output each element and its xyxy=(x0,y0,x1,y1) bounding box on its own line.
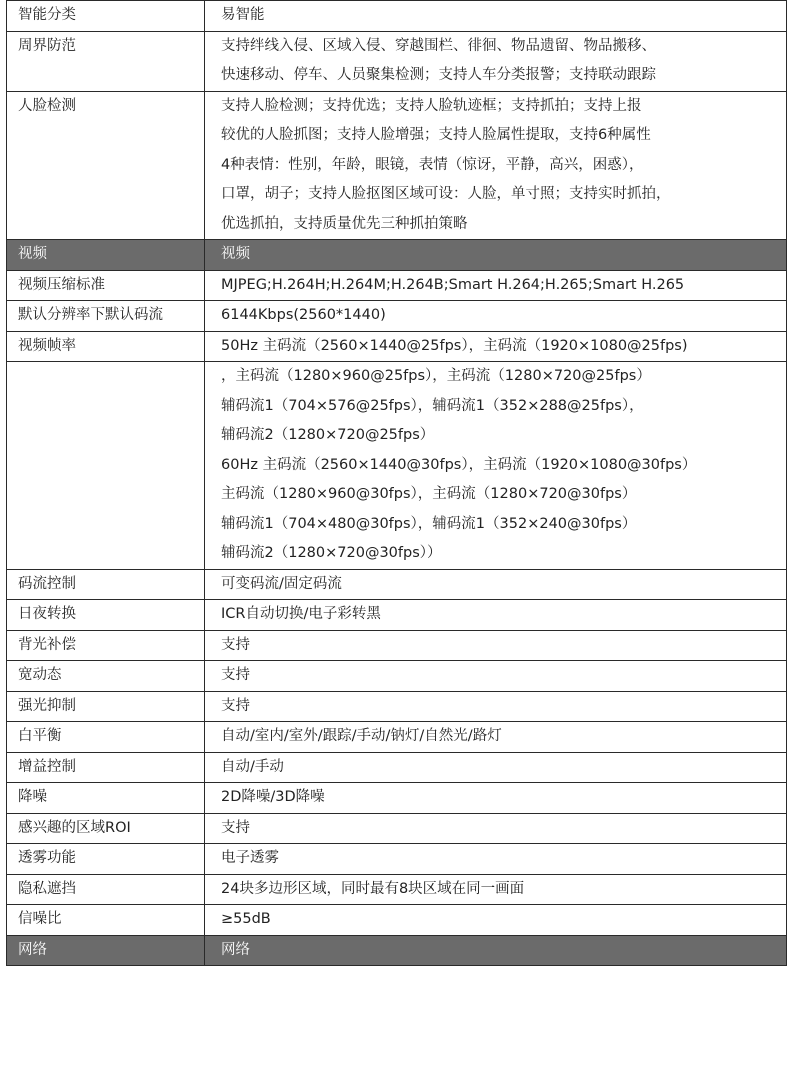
spec-key: 默认分辨率下默认码流 xyxy=(7,301,205,332)
spec-row xyxy=(7,783,787,814)
spec-value-line: 50Hz 主码流（2560×1440@25fps），主码流（1920×1080@25fps) xyxy=(221,337,688,354)
spec-value xyxy=(205,905,787,936)
spec-key: 码流控制 xyxy=(7,569,205,600)
spec-row xyxy=(7,31,787,91)
spec-key: 增益控制 xyxy=(7,752,205,783)
spec-value xyxy=(205,31,787,91)
spec-value-line: 自动/室内/室外/跟踪/手动/钠灯/自然光/路灯 xyxy=(221,728,502,744)
section-header-row xyxy=(7,240,787,271)
spec-value-line: 4种表情：性别，年龄，眼镜，表情（惊讶，平静，高兴，困惑）， xyxy=(221,156,644,173)
spec-key: 人脸检测 xyxy=(7,91,205,240)
spec-row xyxy=(7,874,787,905)
spec-value-line: 辅码流1（704×480@30fps），辅码流1（352×240@30fps） xyxy=(221,515,637,532)
spec-row xyxy=(7,362,787,570)
spec-value-line: 支持绊线入侵、区域入侵、穿越围栏、徘徊、物品遗留、物品搬移、 xyxy=(221,37,656,54)
spec-row xyxy=(7,600,787,631)
spec-key: 白平衡 xyxy=(7,722,205,753)
spec-value-line: ≥55dB xyxy=(221,911,271,927)
spec-key: 隐私遮挡 xyxy=(7,874,205,905)
spec-key: 周界防范 xyxy=(7,31,205,91)
spec-value xyxy=(205,1,787,32)
spec-key: 视频帧率 xyxy=(7,331,205,362)
spec-value xyxy=(205,362,787,570)
spec-row xyxy=(7,844,787,875)
section-header-row xyxy=(7,935,787,966)
spec-value xyxy=(205,813,787,844)
spec-value xyxy=(205,91,787,240)
spec-value-line: 支持人脸检测；支持优选；支持人脸轨迹框；支持抓拍；支持上报 xyxy=(221,97,642,114)
spec-value xyxy=(205,630,787,661)
spec-value xyxy=(205,691,787,722)
spec-value-line: 支持 xyxy=(221,667,250,683)
spec-value-line: ICR自动切换/电子彩转黑 xyxy=(221,606,381,622)
spec-row xyxy=(7,813,787,844)
spec-value-line: 60Hz 主码流（2560×1440@30fps），主码流（1920×1080@30fps） xyxy=(221,456,697,473)
spec-value-line: 视频 xyxy=(221,246,250,262)
spec-row xyxy=(7,569,787,600)
spec-row xyxy=(7,752,787,783)
section-title: 视频 xyxy=(7,240,205,271)
spec-value xyxy=(205,661,787,692)
spec-key: 背光补偿 xyxy=(7,630,205,661)
spec-key: 日夜转换 xyxy=(7,600,205,631)
spec-value-line: 支持 xyxy=(221,636,250,653)
section-value xyxy=(205,935,787,966)
spec-row xyxy=(7,1,787,32)
spec-row xyxy=(7,91,787,240)
spec-value xyxy=(205,722,787,753)
spec-value-line: 电子透雾 xyxy=(221,850,279,866)
spec-value-line: 可变码流/固定码流 xyxy=(221,575,342,592)
spec-row xyxy=(7,905,787,936)
spec-value-line: 自动/手动 xyxy=(221,758,284,775)
spec-value-line: 辅码流1（704×576@25fps），辅码流1（352×288@25fps）， xyxy=(221,397,644,414)
spec-value-line: 24块多边形区域，同时最有8块区域在同一画面 xyxy=(221,880,525,897)
spec-key: 宽动态 xyxy=(7,661,205,692)
spec-row xyxy=(7,270,787,301)
spec-key: 感兴趣的区域ROI xyxy=(7,813,205,844)
spec-value xyxy=(205,270,787,301)
spec-key: 视频压缩标准 xyxy=(7,270,205,301)
spec-value-line: 易智能 xyxy=(221,7,265,23)
spec-table xyxy=(6,0,787,966)
spec-key: 智能分类 xyxy=(7,1,205,32)
spec-value-line: 较优的人脸抓图；支持人脸增强；支持人脸属性提取，支持6种属性 xyxy=(221,127,651,143)
spec-key: 信噪比 xyxy=(7,905,205,936)
spec-value-line: 主码流（1280×960@30fps），主码流（1280×720@30fps） xyxy=(221,486,637,502)
spec-row xyxy=(7,661,787,692)
spec-value-line: 辅码流2（1280×720@25fps） xyxy=(221,427,435,443)
spec-value-line: 辅码流2（1280×720@30fps）） xyxy=(221,545,442,561)
spec-key: 透雾功能 xyxy=(7,844,205,875)
spec-value-line: ，主码流（1280×960@25fps），主码流（1280×720@25fps） xyxy=(221,368,651,384)
spec-value xyxy=(205,752,787,783)
spec-value xyxy=(205,783,787,814)
spec-value xyxy=(205,874,787,905)
spec-value-line: 优选抓拍，支持质量优先三种抓拍策略 xyxy=(221,215,468,232)
spec-row xyxy=(7,331,787,362)
spec-value-line: 口罩，胡子；支持人脸抠图区域可设：人脸，单寸照；支持实时抓拍， xyxy=(221,186,671,202)
spec-value xyxy=(205,569,787,600)
spec-value-line: 支持 xyxy=(221,819,250,836)
spec-value xyxy=(205,844,787,875)
spec-key: 降噪 xyxy=(7,783,205,814)
spec-value xyxy=(205,600,787,631)
spec-value xyxy=(205,331,787,362)
spec-key: 强光抑制 xyxy=(7,691,205,722)
spec-value-line: 支持 xyxy=(221,697,250,714)
section-title: 网络 xyxy=(7,935,205,966)
spec-row xyxy=(7,301,787,332)
spec-row xyxy=(7,722,787,753)
spec-value-line: 6144Kbps(2560*1440) xyxy=(221,307,386,323)
spec-value xyxy=(205,301,787,332)
spec-value-line: 网络 xyxy=(221,941,250,958)
spec-key xyxy=(7,362,205,570)
spec-table-body xyxy=(7,1,787,966)
spec-row xyxy=(7,630,787,661)
spec-value-line: MJPEG;H.264H;H.264M;H.264B;Smart H.264;H.265;Smart H.265 xyxy=(221,276,685,293)
spec-value-line: 快速移动、停车、人员聚集检测；支持人车分类报警；支持联动跟踪 xyxy=(221,67,656,83)
section-value xyxy=(205,240,787,271)
spec-value-line: 2D降噪/3D降噪 xyxy=(221,789,325,805)
spec-row xyxy=(7,691,787,722)
